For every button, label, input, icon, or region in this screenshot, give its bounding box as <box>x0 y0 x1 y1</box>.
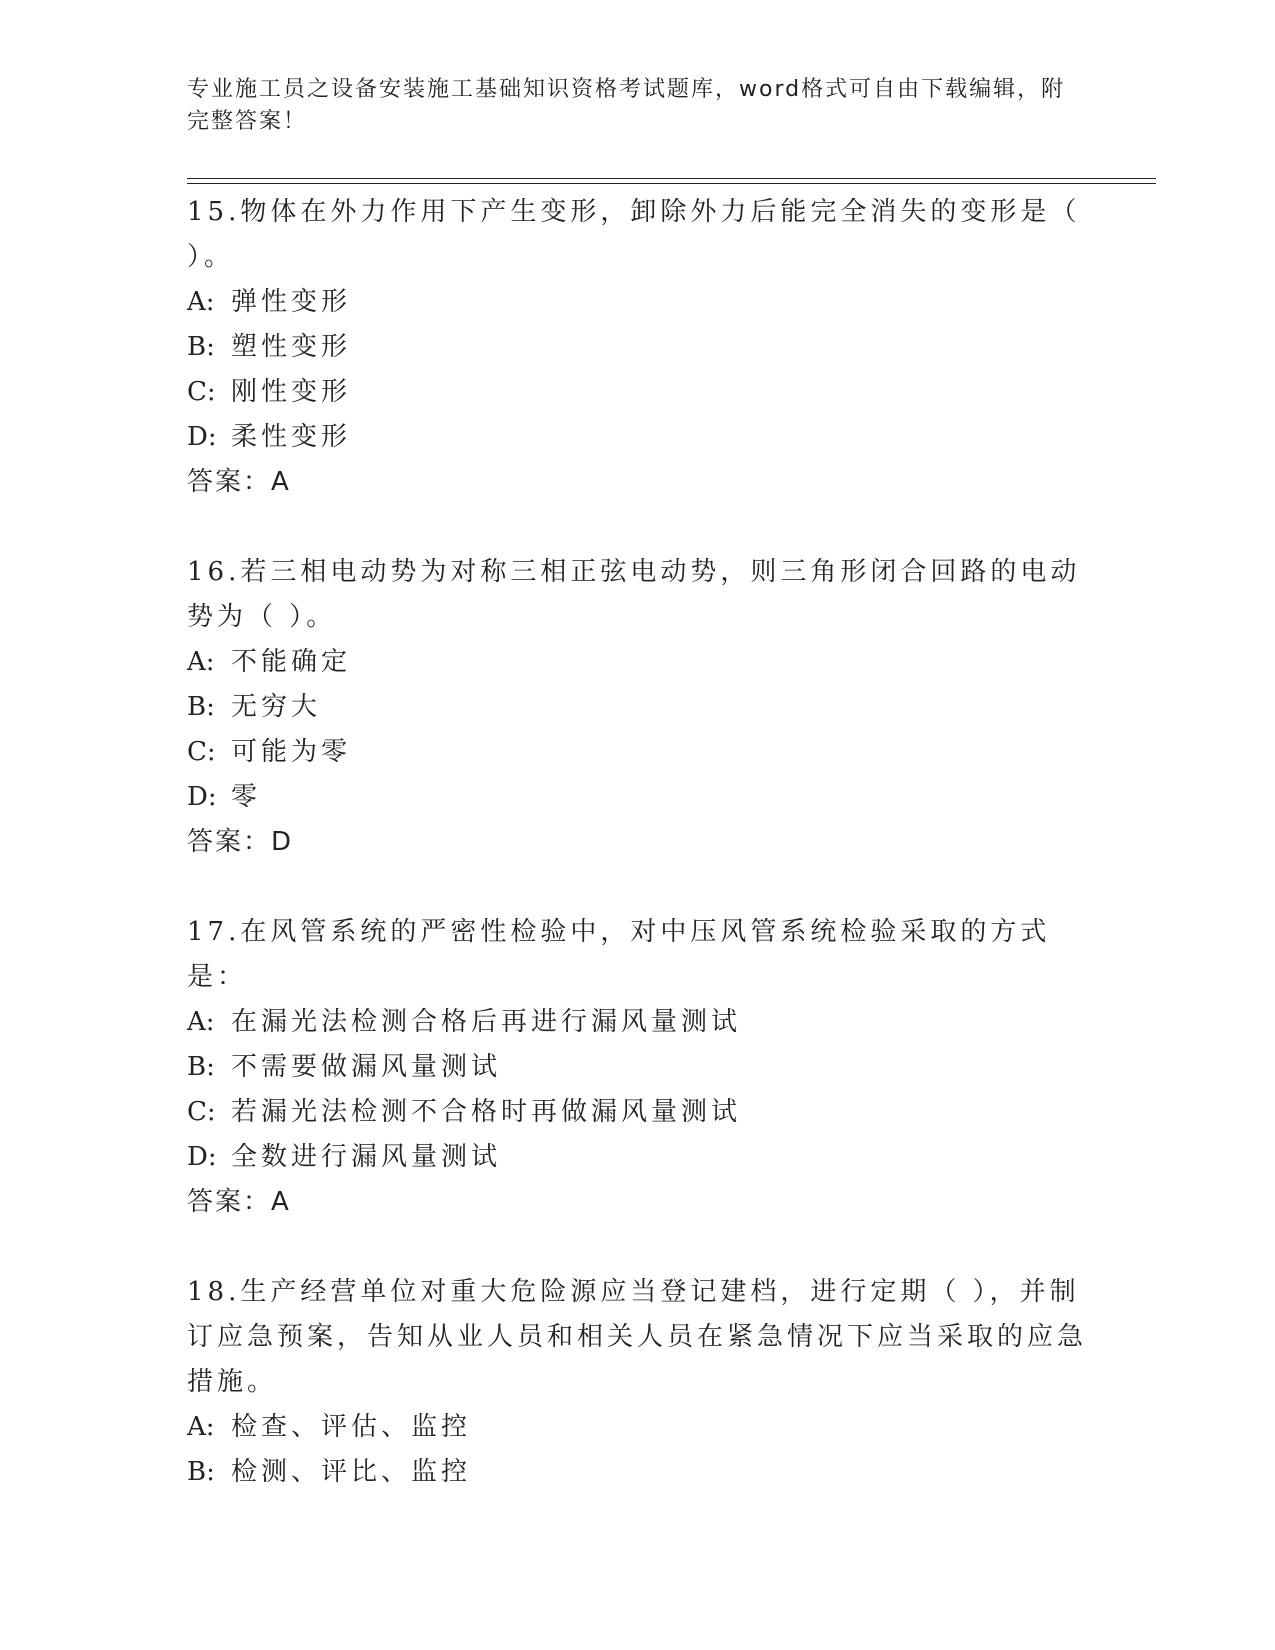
option-letter: D: <box>187 1142 217 1172</box>
option-d <box>187 415 1087 460</box>
option-text: 塑性变形 <box>231 332 352 362</box>
option-text: 柔性变形 <box>231 422 352 452</box>
header-divider-bottom <box>187 183 1156 184</box>
question-16 <box>187 550 1087 865</box>
answer-line: 答案：A <box>187 1187 291 1217</box>
option-letter: A: <box>187 647 215 677</box>
option-b <box>187 1450 1087 1495</box>
option-text: 检查、评估、监控 <box>231 1412 472 1442</box>
option-a <box>187 1405 1087 1450</box>
answer-line: 答案：A <box>187 467 291 497</box>
option-text: 若漏光法检测不合格时再做漏风量测试 <box>231 1097 742 1127</box>
option-letter: B: <box>187 1457 215 1487</box>
option-b <box>187 1045 1087 1090</box>
question-18 <box>187 1270 1087 1495</box>
option-text: 刚性变形 <box>231 377 352 407</box>
question-17 <box>187 910 1087 1225</box>
option-text: 全数进行漏风量测试 <box>231 1142 502 1172</box>
option-letter: A: <box>187 287 215 317</box>
option-letter: D: <box>187 782 217 812</box>
option-a <box>187 1000 1087 1045</box>
option-b <box>187 685 1087 730</box>
question-text: 17.在风管系统的严密性检验中，对中压风管系统检验采取的方式是： <box>187 917 1051 992</box>
question-15 <box>187 190 1087 505</box>
option-text: 不需要做漏风量测试 <box>231 1052 502 1082</box>
option-letter: B: <box>187 692 215 722</box>
option-text: 可能为零 <box>231 737 352 767</box>
document-header: 专业施工员之设备安装施工基础知识资格考试题库，word格式可自由下载编辑，附完整答案！ <box>187 77 1066 134</box>
option-c <box>187 1090 1087 1135</box>
option-letter: A: <box>187 1007 215 1037</box>
spacer <box>187 865 1087 910</box>
option-d <box>187 1135 1087 1180</box>
option-text: 弹性变形 <box>231 287 352 317</box>
option-letter: D: <box>187 422 217 452</box>
option-text: 零 <box>231 782 262 812</box>
question-text: 15.物体在外力作用下产生变形，卸除外力后能完全消失的变形是（ ）。 <box>187 197 1081 272</box>
header-divider-top <box>187 178 1156 179</box>
option-a <box>187 640 1087 685</box>
option-b <box>187 325 1087 370</box>
option-letter: B: <box>187 332 215 362</box>
spacer <box>187 1225 1087 1270</box>
option-text: 检测、评比、监控 <box>231 1457 472 1487</box>
question-text: 16.若三相电动势为对称三相正弦电动势，则三角形闭合回路的电动势为（ ）。 <box>187 557 1081 632</box>
option-letter: B: <box>187 1052 215 1082</box>
option-letter: C: <box>187 377 216 407</box>
option-c <box>187 370 1087 415</box>
answer-line: 答案：D <box>187 827 294 857</box>
option-text: 在漏光法检测合格后再进行漏风量测试 <box>231 1007 742 1037</box>
spacer <box>187 505 1087 550</box>
option-letter: C: <box>187 737 216 767</box>
question-list <box>187 190 1087 1495</box>
option-text: 无穷大 <box>231 692 322 722</box>
option-d <box>187 775 1087 820</box>
option-letter: C: <box>187 1097 216 1127</box>
option-letter: A: <box>187 1412 215 1442</box>
option-text: 不能确定 <box>231 647 352 677</box>
option-a <box>187 280 1087 325</box>
option-c <box>187 730 1087 775</box>
question-text: 18.生产经营单位对重大危险源应当登记建档，进行定期（ ），并制订应急预案，告知从业人员和相关人员在紧急情况下应当采取的应急措施。 <box>187 1277 1088 1397</box>
